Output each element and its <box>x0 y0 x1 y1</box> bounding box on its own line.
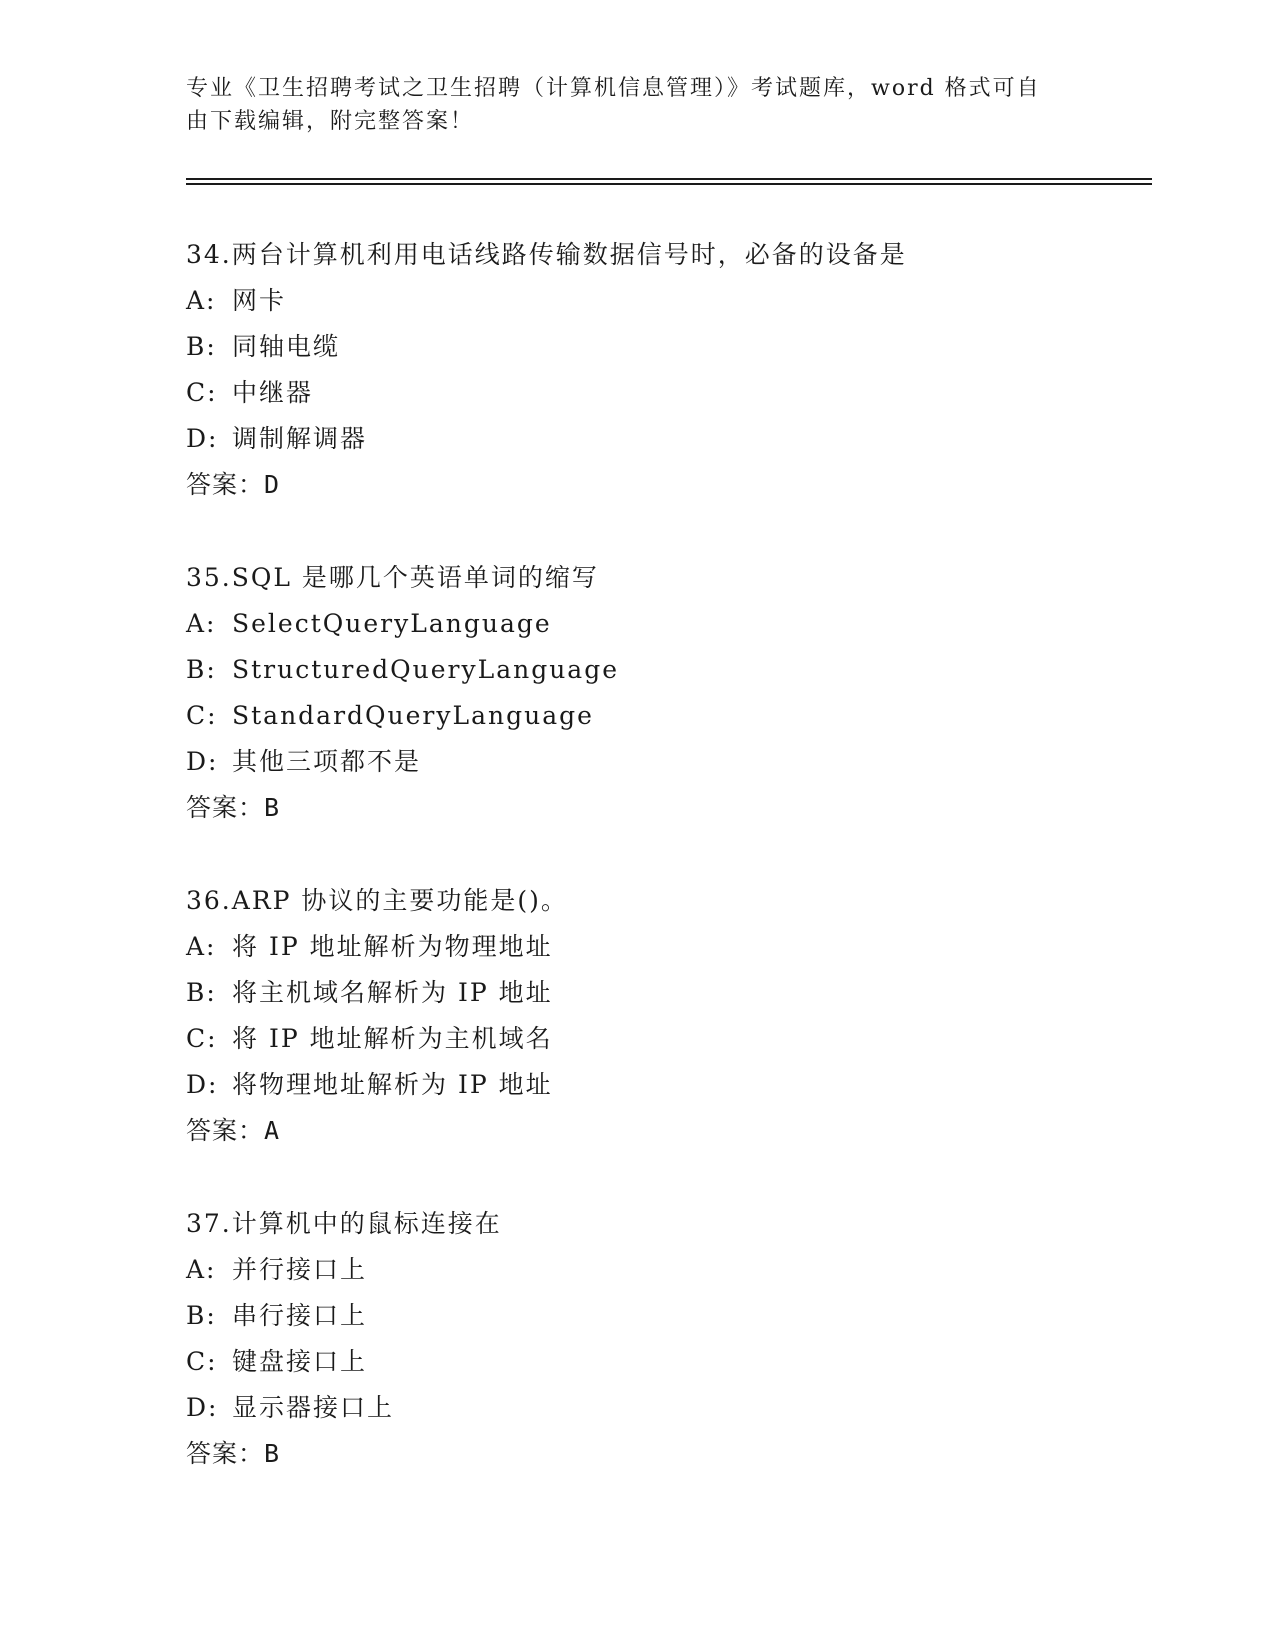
option-key: A: <box>186 286 217 315</box>
option-text: 将 IP 地址解析为物理地址 <box>232 932 553 961</box>
question-title: 37.计算机中的鼠标连接在 <box>186 1209 502 1238</box>
option-text: 调制解调器 <box>232 424 368 453</box>
option-a <box>186 601 1146 647</box>
option-c <box>186 1339 1146 1385</box>
header-divider-top <box>186 178 1152 180</box>
option-key: C: <box>186 1347 218 1376</box>
option-key: B: <box>186 978 217 1007</box>
option-a <box>186 278 1146 324</box>
option-text: 将主机域名解析为 IP 地址 <box>232 978 553 1007</box>
option-a <box>186 924 1146 970</box>
option-key: A: <box>186 932 217 961</box>
option-key: C: <box>186 378 218 407</box>
option-key: B: <box>186 1301 217 1330</box>
option-b <box>186 647 1146 693</box>
option-key: D: <box>186 747 219 776</box>
option-text: 网卡 <box>232 286 287 315</box>
question-title: 36.ARP 协议的主要功能是()。 <box>186 886 568 915</box>
option-key: C: <box>186 1024 218 1053</box>
option-text: 将 IP 地址解析为主机域名 <box>232 1024 553 1053</box>
question-37 <box>186 1201 1146 1477</box>
option-c <box>186 693 1146 739</box>
option-text: StructuredQueryLanguage <box>232 655 620 684</box>
option-text: 显示器接口上 <box>232 1393 395 1422</box>
question-34 <box>186 232 1146 508</box>
answer: 答案：B <box>186 1439 281 1468</box>
option-text: 将物理地址解析为 IP 地址 <box>232 1070 553 1099</box>
option-d <box>186 1062 1146 1108</box>
option-d <box>186 1385 1146 1431</box>
option-b <box>186 324 1146 370</box>
option-c <box>186 370 1146 416</box>
option-a <box>186 1247 1146 1293</box>
option-text: SelectQueryLanguage <box>232 609 552 638</box>
option-text: 串行接口上 <box>232 1301 368 1330</box>
option-text: 同轴电缆 <box>232 332 341 361</box>
option-key: B: <box>186 655 217 684</box>
question-35 <box>186 555 1146 831</box>
document-header <box>186 72 1086 138</box>
option-d <box>186 739 1146 785</box>
question-list <box>186 232 1146 1524</box>
option-key: D: <box>186 1393 219 1422</box>
answer: 答案：A <box>186 1116 281 1145</box>
answer: 答案：D <box>186 470 281 499</box>
option-key: A: <box>186 1255 217 1284</box>
question-36 <box>186 878 1146 1154</box>
option-b <box>186 970 1146 1016</box>
header-divider-bottom <box>186 183 1152 185</box>
option-b <box>186 1293 1146 1339</box>
option-text: 中继器 <box>232 378 314 407</box>
header-line-1: 专业《卫生招聘考试之卫生招聘（计算机信息管理）》考试题库，word 格式可自 <box>186 76 1041 101</box>
option-d <box>186 416 1146 462</box>
header-line-2: 由下载编辑，附完整答案！ <box>186 109 475 134</box>
option-key: A: <box>186 609 217 638</box>
question-title: 34.两台计算机利用电话线路传输数据信号时，必备的设备是 <box>186 240 907 269</box>
option-key: C: <box>186 701 218 730</box>
question-title: 35.SQL 是哪几个英语单词的缩写 <box>186 563 599 592</box>
option-c <box>186 1016 1146 1062</box>
answer: 答案：B <box>186 793 281 822</box>
option-key: D: <box>186 1070 219 1099</box>
option-key: B: <box>186 332 217 361</box>
option-text: 键盘接口上 <box>232 1347 368 1376</box>
option-text: 并行接口上 <box>232 1255 368 1284</box>
option-text: 其他三项都不是 <box>232 747 422 776</box>
option-text: StandardQueryLanguage <box>232 701 594 730</box>
option-key: D: <box>186 424 219 453</box>
